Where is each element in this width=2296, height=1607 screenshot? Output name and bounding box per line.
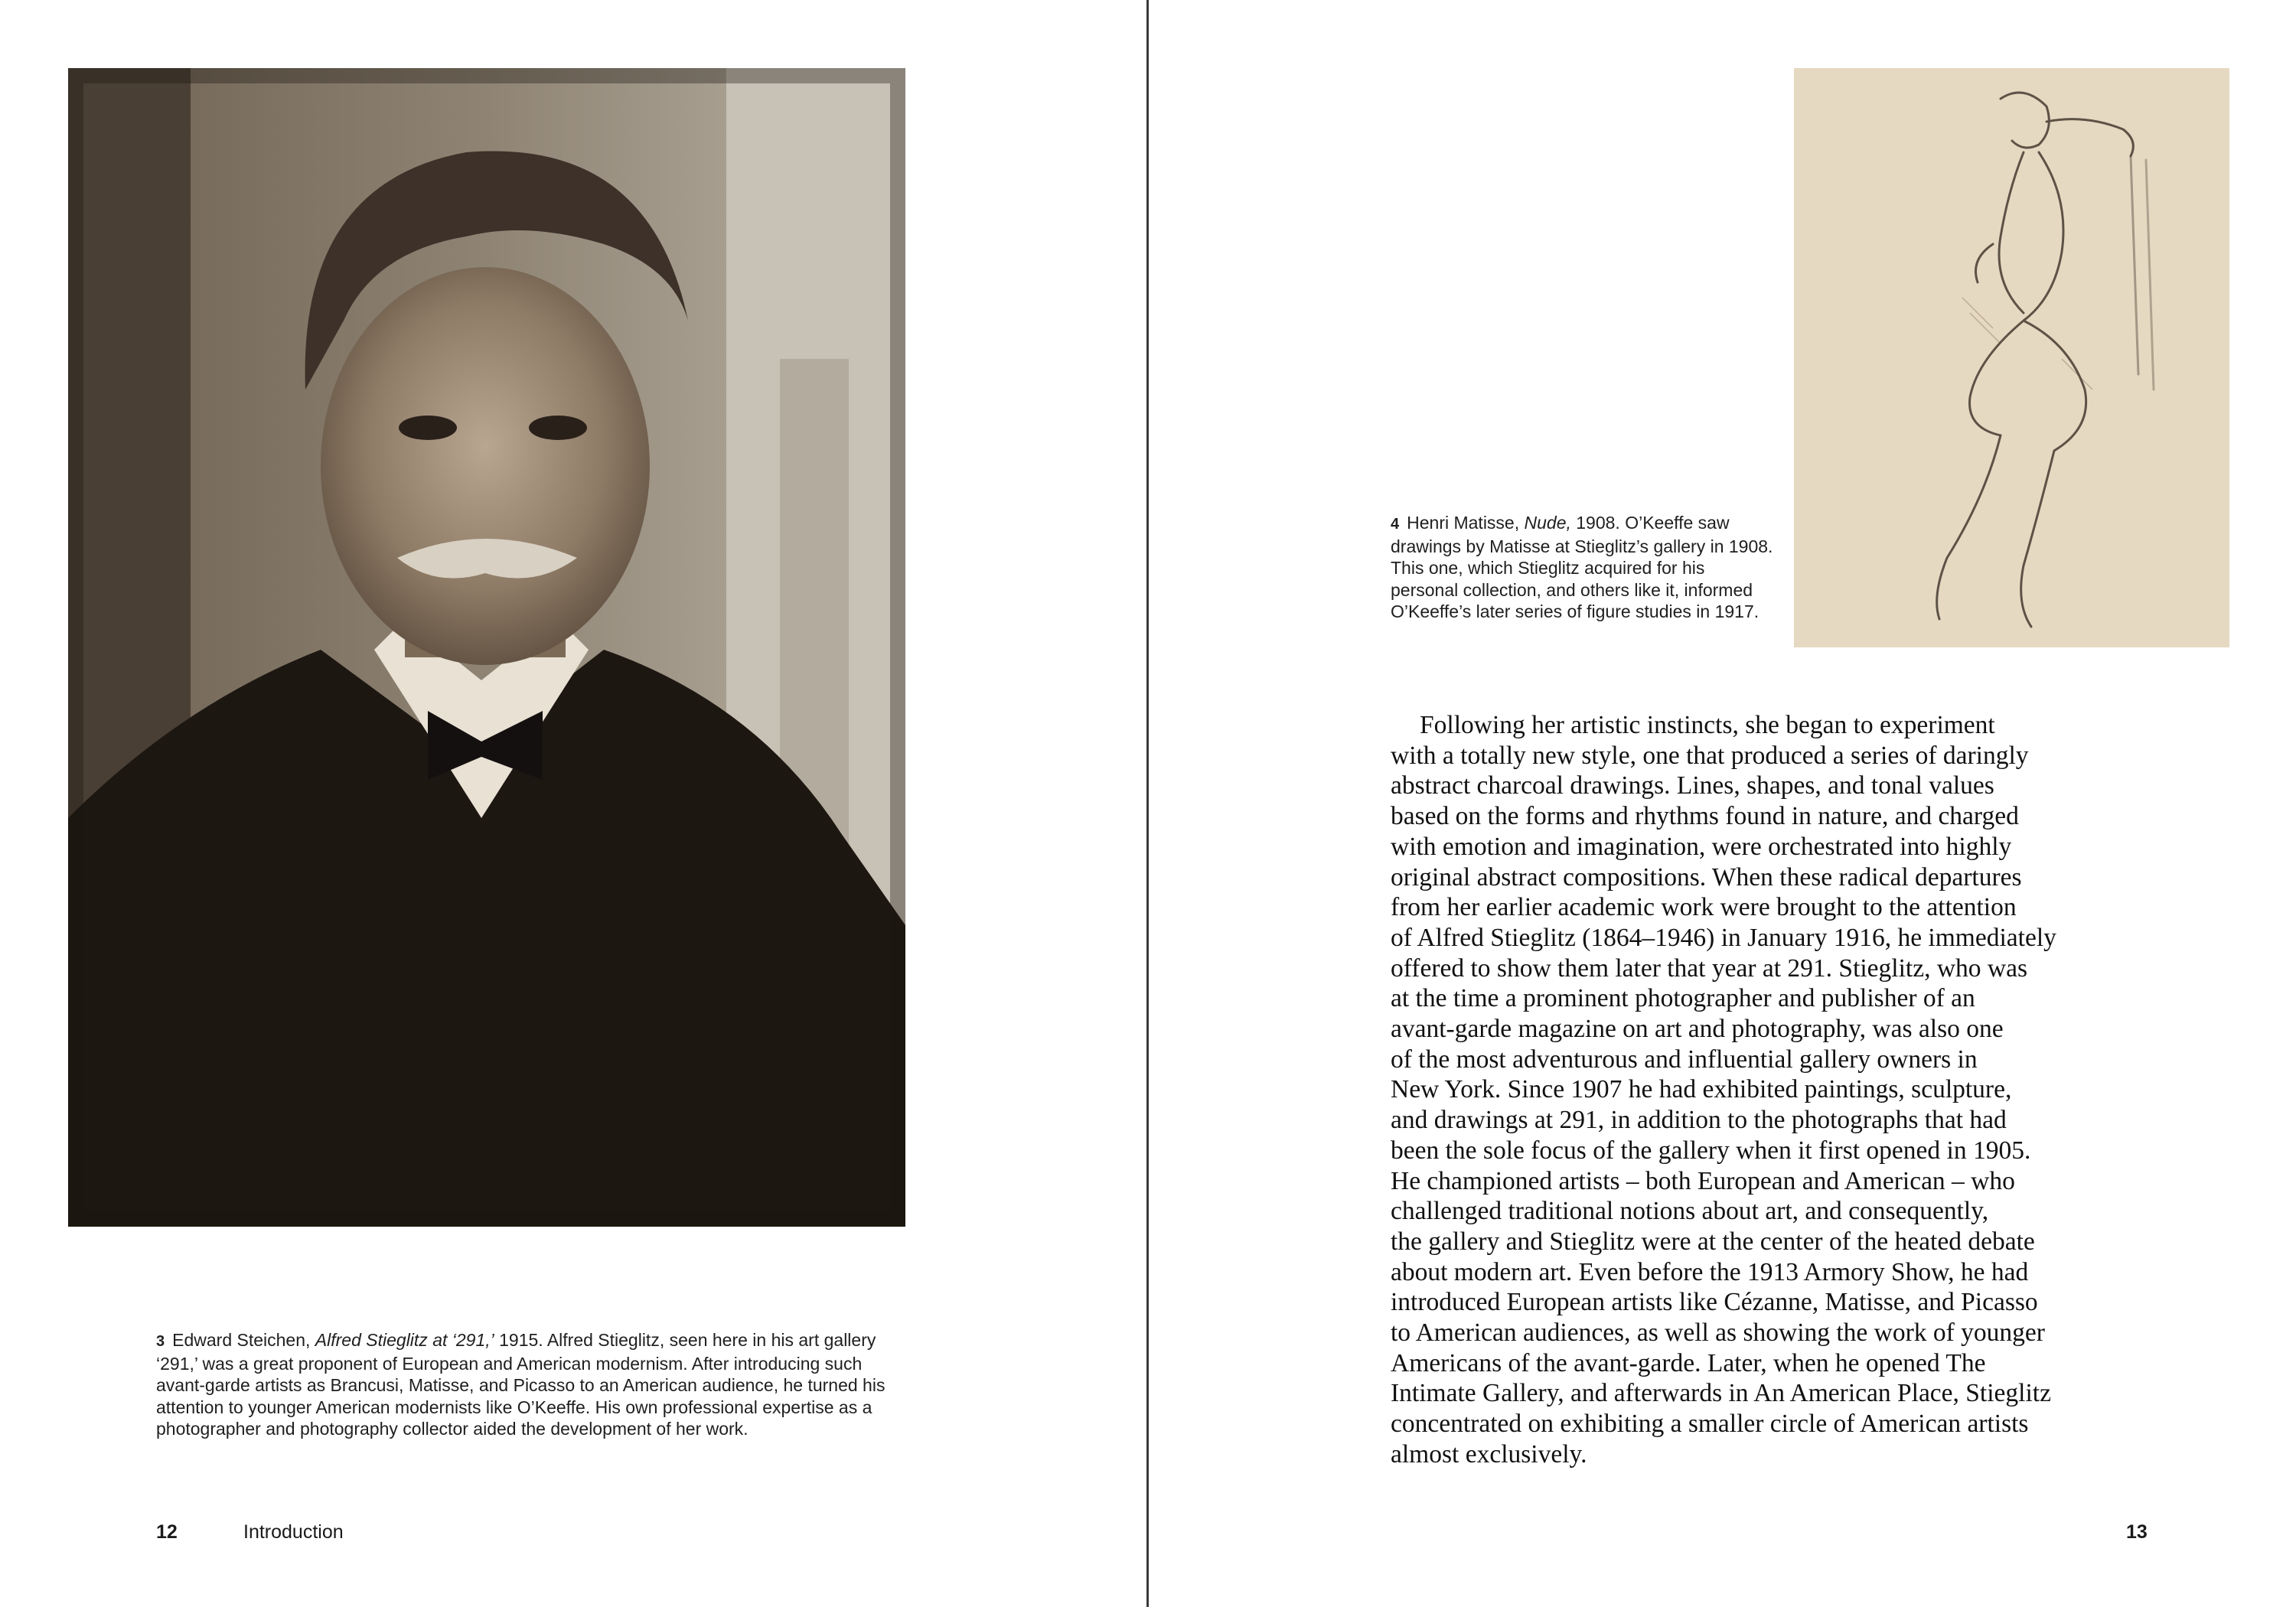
caption-artist: Edward Steichen, — [172, 1330, 315, 1350]
figure-4-caption — [1391, 512, 1773, 623]
right-page — [1150, 0, 2296, 1607]
caption-description: 1915. Alfred Stieglitz, seen here in his art gallery ‘291,’ was a great proponent of European and American modernism. After introducing such avant-garde artists as Brancusi, Matisse, and Picasso to an American audience, he turned his attention to younger American modernists like O’Keeffe. His own professional expertise as a photographer and photography collector aided the development of her work. — [156, 1330, 885, 1439]
caption-number: 3 — [156, 1333, 165, 1350]
figure-3-caption — [156, 1329, 906, 1440]
caption-title: Nude, — [1524, 513, 1571, 533]
portrait-photograph-icon — [68, 68, 905, 1227]
figure-drawing-icon — [1794, 68, 2229, 647]
caption-artist: Henri Matisse, — [1407, 513, 1525, 533]
body-text — [1391, 710, 2156, 1470]
body-paragraph: Following her artistic instincts, she began to experiment with a totally new style, one that produced a series of daringly abstract charcoal drawings. Lines, shapes, and tonal values based on the forms and rhythms found in nature, and charged with emotion and imagination, were orchestrated into highly original abstract compositions. When these radical departures from her earlier academic work were brought to the attention of Alfred Stieglitz (1864–1946) in January 1916, he immediately offered to show them later that year at 291. Stieglitz, who was at the time a prominent photographer and publisher of an avant-garde magazine on art and photography, was also one of the most adventurous and influential gallery owners in New York. Since 1907 he had exhibited paintings, sculpture, and drawings at 291, in addition to the photographs that had been the sole focus of the gallery when it first opened in 1905. He championed artists – both European and American – who challenged traditional notions about art, and consequently, the gallery and Stieglitz were at the center of the heated debate about modern art. Even before the 1913 Armory Show, he had introduced European artists like Cézanne, Matisse, and Picasso to American audiences, as well as showing the work of younger Americans of the avant-garde. Later, when he opened The Intimate Gallery, and afterwards in An American Place, Stieglitz concentrated on exhibiting a smaller circle of American artists almost exclusively. — [1391, 711, 2056, 1468]
running-head: Introduction — [243, 1521, 344, 1543]
caption-description: 1908. O’Keeffe saw drawings by Matisse at Stieglitz’s gallery in 1908. This one, which Stieglitz acquired for his personal collection, and others like it, informed O’Keeffe’s later series of figure studies in 1917. — [1391, 513, 1773, 622]
caption-title: Alfred Stieglitz at ‘291,’ — [315, 1330, 494, 1350]
caption-number: 4 — [1391, 516, 1400, 533]
page-number-right: 13 — [2126, 1521, 2148, 1543]
page-number-left: 12 — [156, 1521, 178, 1543]
gutter-divider — [1146, 0, 1149, 1607]
